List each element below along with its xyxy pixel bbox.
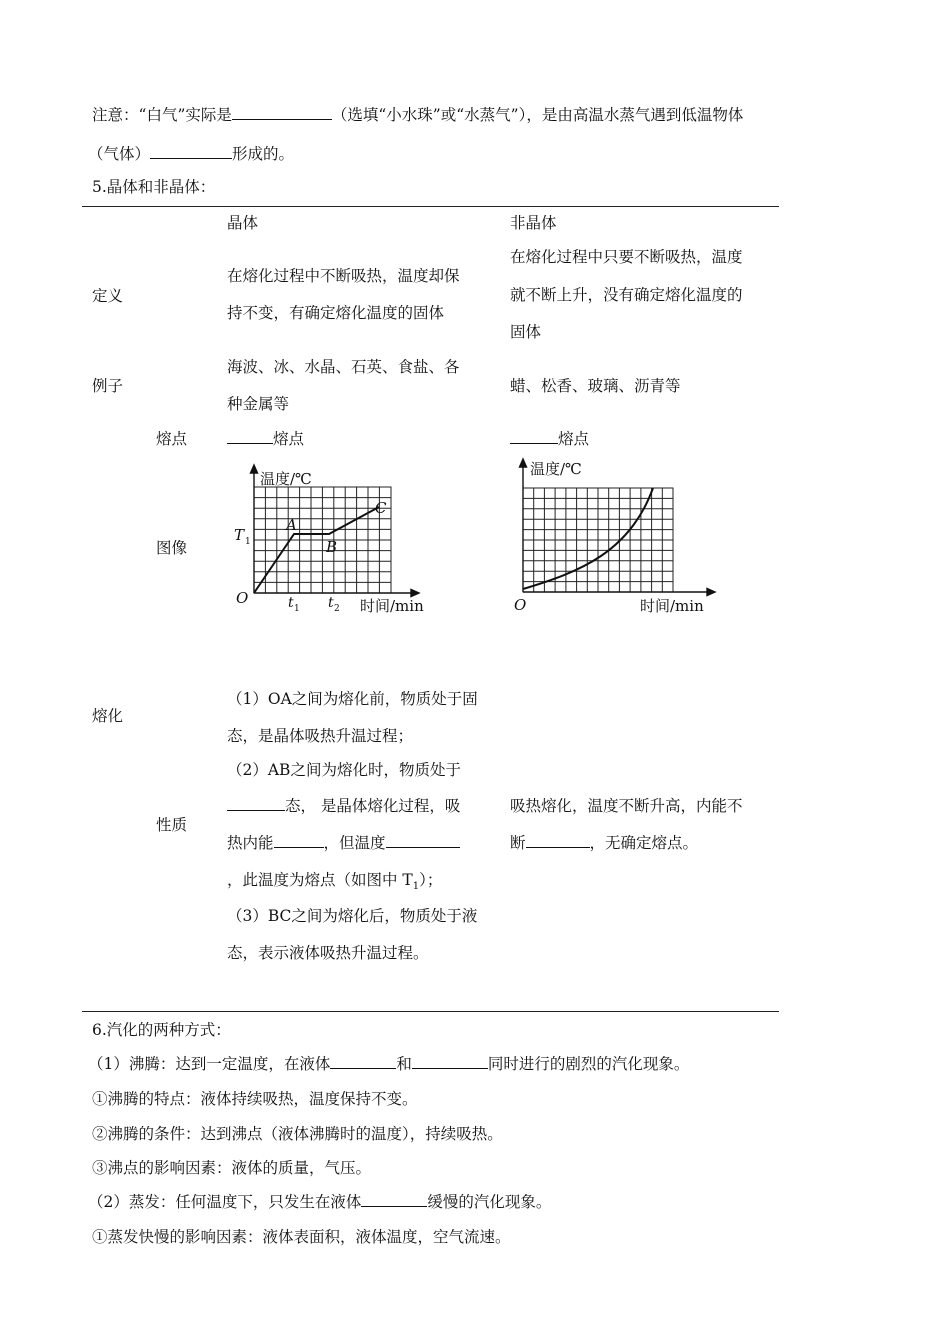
answer-blank[interactable] (227, 795, 285, 811)
crystal-grid (254, 487, 391, 593)
melting-point-amorphous-text: 熔点 (558, 430, 590, 448)
note-line-2 (88, 142, 294, 164)
boiling-definition-text-c: 同时进行的剧烈的汽化现象。 (487, 1055, 690, 1073)
crystal-t2-subscript: 2 (334, 604, 340, 614)
property-crystal-line-1: （1）OA之间为熔化前，物质处于固 (227, 690, 478, 708)
row-label-melting-point: 熔点 (156, 430, 188, 448)
boiling-feature: ①沸腾的特点：液体持续吸热，温度保持不变。 (92, 1090, 418, 1108)
property-amorphous-line-1: 吸热熔化，温度不断升高，内能不 (510, 797, 743, 815)
definition-amorphous-line-2: 就不断上升，没有确定熔化温度的 (510, 286, 743, 304)
property-crystal-line-4-text: 态， 是晶体熔化过程，吸 (285, 797, 461, 815)
property-crystal-line-6-text-b: ）； (419, 871, 443, 889)
row-label-graph: 图像 (156, 539, 188, 557)
answer-blank[interactable] (510, 428, 558, 444)
crystal-x-axis-label: 时间/min (360, 597, 424, 615)
amorphous-melting-graph (510, 452, 730, 620)
answer-blank[interactable] (330, 1053, 396, 1069)
property-crystal-line-4 (227, 794, 460, 816)
amorphous-y-axis-label: 温度/℃ (530, 460, 582, 478)
property-crystal-line-5-text-a: 热内能 (227, 834, 274, 852)
melting-point-amorphous (510, 427, 589, 449)
amorphous-axes (520, 459, 716, 596)
example-amorphous: 蜡、松香、玻璃、沥青等 (510, 377, 681, 395)
answer-blank[interactable] (526, 832, 590, 848)
table-top-rule (82, 206, 779, 207)
crystal-t1-subscript: 1 (294, 604, 300, 614)
row-label-example: 例子 (92, 377, 124, 395)
note-text-1: “白气”实际是 (138, 106, 232, 124)
answer-blank[interactable] (361, 1191, 427, 1207)
row-label-melting: 熔化 (92, 707, 124, 725)
table-bottom-rule (82, 1011, 779, 1012)
row-label-definition: 定义 (92, 287, 124, 305)
property-crystal-line-6-subscript: 1 (412, 881, 420, 893)
note-text-4: 形成的。 (232, 145, 295, 163)
note-text-3: （气体） (88, 145, 151, 163)
property-crystal-line-2: 态，是晶体吸热升温过程； (227, 727, 414, 745)
note-text-2: （选填“小水珠”或“水蒸气”），是由高温水蒸气遇到低温物体 (331, 106, 744, 124)
crystal-point-c-label: C (375, 499, 387, 517)
definition-crystal-line-2: 持不变，有确定熔化温度的固体 (227, 304, 445, 322)
crystal-t-y-subscript: 1 (245, 537, 251, 547)
crystal-origin-label: O (236, 589, 249, 607)
property-crystal-line-5 (227, 831, 460, 853)
definition-crystal-line-1: 在熔化过程中不断吸热，温度却保 (227, 267, 460, 285)
example-crystal-line-2: 种金属等 (227, 395, 290, 413)
crystal-melting-graph (228, 460, 448, 620)
crystal-t1-label: t (288, 595, 294, 611)
property-crystal-line-6-text-a: ，此温度为熔点（如图中 T (227, 871, 413, 889)
amorphous-curve (523, 488, 653, 589)
boiling-definition (88, 1052, 689, 1074)
boiling-factor: ③沸点的影响因素：液体的质量，气压。 (92, 1159, 372, 1177)
crystal-y-axis-label: 温度/℃ (260, 470, 312, 488)
definition-amorphous-line-3: 固体 (510, 323, 542, 341)
property-amorphous-line-2-text-a: 断 (510, 834, 526, 852)
property-crystal-line-6 (227, 868, 442, 892)
property-amorphous-line-2-text-b: ，无确定熔点。 (589, 834, 699, 852)
definition-amorphous-line-1: 在熔化过程中只要不断吸热，温度 (510, 248, 743, 266)
header-amorphous: 非晶体 (510, 214, 557, 232)
evaporation-definition-text-a: （2）蒸发：任何温度下，只发生在液体 (88, 1193, 362, 1211)
melting-point-crystal-text: 熔点 (273, 430, 305, 448)
amorphous-grid (523, 488, 673, 592)
answer-blank[interactable] (386, 832, 460, 848)
row-label-property: 性质 (156, 816, 188, 834)
crystal-point-a-label: A (286, 516, 297, 534)
crystal-t-y-label: T (234, 526, 245, 544)
evaporation-definition (88, 1190, 551, 1212)
section-6-title: 6.汽化的两种方式： (92, 1021, 231, 1039)
answer-blank[interactable] (232, 104, 332, 120)
note-line-1 (92, 103, 743, 125)
amorphous-origin-label: O (514, 596, 527, 614)
header-crystal: 晶体 (227, 214, 259, 232)
answer-blank[interactable] (274, 832, 324, 848)
crystal-curve (254, 507, 379, 593)
answer-blank[interactable] (150, 143, 232, 159)
crystal-t2-label: t (328, 595, 334, 611)
evaporation-definition-text-b: 缓慢的汽化现象。 (427, 1193, 552, 1211)
boiling-definition-text-b: 和 (396, 1055, 412, 1073)
property-crystal-line-8: 态，表示液体吸热升温过程。 (227, 944, 429, 962)
section-5-title: 5.晶体和非晶体： (92, 178, 216, 196)
evaporation-factor: ①蒸发快慢的影响因素：液体表面积，液体温度，空气流速。 (92, 1228, 511, 1246)
crystal-point-b-label: B (326, 538, 338, 556)
property-crystal-line-7: （3）BC之间为熔化后，物质处于液 (227, 907, 478, 925)
property-crystal-line-3: （2）AB之间为熔化时，物质处于 (227, 761, 461, 779)
answer-blank[interactable] (412, 1053, 488, 1069)
answer-blank[interactable] (227, 428, 273, 444)
note-label: 注意： (92, 106, 139, 124)
amorphous-x-axis-label: 时间/min (640, 597, 704, 615)
boiling-definition-text-a: （1）沸腾：达到一定温度，在液体 (88, 1055, 331, 1073)
boiling-condition: ②沸腾的条件：达到沸点（液体沸腾时的温度），持续吸热。 (92, 1125, 503, 1143)
property-crystal-line-5-text-b: ，但温度 (323, 834, 386, 852)
melting-point-crystal (227, 427, 304, 449)
example-crystal-line-1: 海波、冰、水晶、石英、食盐、各 (227, 358, 460, 376)
property-amorphous-line-2 (510, 831, 698, 853)
